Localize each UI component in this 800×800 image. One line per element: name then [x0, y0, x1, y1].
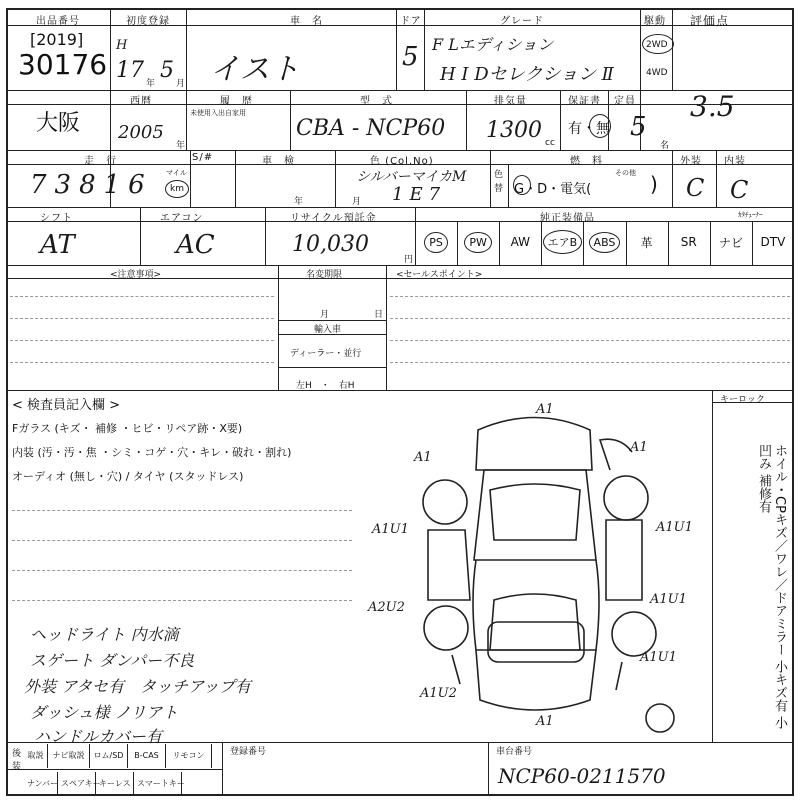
shift-label: シフト: [40, 213, 73, 224]
inspect-month-unit: 月: [352, 197, 362, 207]
reg-year-unit: 年: [146, 79, 156, 89]
grade-line1: F Lエディション: [432, 35, 554, 54]
history-label: 履 歴: [220, 96, 253, 107]
score-value: 3.5: [690, 90, 735, 123]
note-3: 外装 アタセ有 タッチアップ有: [24, 677, 251, 696]
recycle-fee: 10,030: [292, 232, 369, 257]
recycle-label: リサイクル預託金: [290, 213, 377, 224]
name-change-day: 日: [374, 310, 384, 320]
damage-mark: A1: [536, 402, 554, 417]
naiso-label: 内装: [724, 156, 746, 167]
option-cell: スマートキー: [134, 772, 182, 796]
note-4: ダッシュ様 ノリアト: [30, 703, 179, 722]
inspector-label: < 検査員記入欄 >: [12, 398, 121, 413]
option-cell: ナンバー: [24, 772, 58, 796]
shift-value: AT: [40, 230, 75, 260]
haiki-label: 排気量: [494, 96, 527, 107]
grade-label: グレード: [500, 16, 544, 27]
interior-grade: C: [730, 176, 749, 204]
mileage: 73816: [30, 170, 153, 200]
color-side-label: 色替: [494, 170, 504, 194]
fuel-close: ): [650, 172, 658, 196]
option-cell: ロム/SD: [90, 744, 128, 768]
damage-mark: A1U1: [372, 522, 409, 537]
equipment-label: エアB: [543, 230, 583, 254]
sales-label: <セールスポイント>: [396, 270, 483, 280]
model-code: CBA - NCP60: [296, 116, 446, 141]
fuel-label: 燃 料: [570, 156, 603, 167]
option-cell: スペアキー: [58, 772, 96, 796]
note-1: ヘッドライト 内水滴: [30, 625, 179, 644]
fuel-value: G・D・電気(: [514, 182, 592, 197]
option-cell: ナビ取説: [48, 744, 90, 768]
seireki-label: 西暦: [130, 96, 152, 107]
options-row-1: [24, 744, 212, 768]
drive-2wd: 2WD: [646, 40, 668, 50]
car-name: イスト: [210, 52, 300, 87]
displacement: 1300: [486, 118, 542, 143]
inspector-line-3: オーディオ (無し・穴) / タイヤ (スタッドレス): [12, 470, 244, 483]
color-name: シルバーマイカM: [356, 169, 467, 185]
color-label: 色 (Col.No): [370, 156, 434, 167]
equipment-label: 純正装備品: [540, 213, 595, 224]
car-name-label: 車 名: [290, 16, 323, 27]
doors-value: 5: [402, 42, 419, 72]
mileage-unit-km: km: [170, 184, 184, 194]
doors-label: ドア: [400, 16, 422, 27]
reg-year: 17: [116, 58, 144, 83]
name-change-label: 名変期限: [306, 270, 343, 280]
warranty: 有・無: [568, 121, 610, 137]
option-cell: B-CAS: [128, 744, 166, 768]
shaken-label: 車 検: [262, 156, 295, 167]
inspect-year-unit: 年: [294, 197, 304, 207]
aircon-value: AC: [176, 230, 215, 260]
register-no-label: 登録番号: [230, 747, 267, 757]
import-label: 輸入車: [314, 325, 342, 335]
after-fit-label: 後装: [12, 749, 22, 772]
soko-label: 走 行: [84, 156, 117, 167]
mileage-unit-mile: マイル: [166, 169, 187, 177]
equipment-label: PW: [464, 232, 492, 253]
equipment-label: PS: [424, 232, 448, 253]
damage-mark: A1U1: [656, 520, 693, 535]
note-2: スゲート ダンパー不良: [30, 651, 195, 670]
name-change-month: 月: [320, 310, 330, 320]
displacement-unit: cc: [545, 138, 555, 148]
notes-label: <注意事項>: [110, 270, 162, 280]
car-number: NCP60-0211570: [498, 764, 666, 788]
katashiki-label: 型 式: [360, 96, 393, 107]
reg-month-unit: 月: [176, 79, 186, 89]
note-5: ハンドルカバー有: [34, 727, 163, 746]
lot-label: 出品番号: [36, 16, 80, 27]
inspector-line-1: Fガラス (キズ・ 補修 ・ヒビ・リペア跡・X要): [12, 422, 243, 435]
drive-4wd: 4WD: [646, 68, 668, 78]
equipment-label: AW: [510, 235, 530, 249]
teiin-label: 定員: [614, 96, 636, 107]
reg-month: 5: [160, 58, 174, 83]
equipment-label: 革: [640, 235, 653, 250]
damage-mark: A1: [630, 440, 648, 455]
recycle-unit: 円: [404, 255, 414, 265]
region: 大阪: [36, 111, 81, 136]
option-cell: リモコン: [166, 744, 212, 768]
damage-mark: A2U2: [368, 600, 405, 615]
capacity-unit: 名: [660, 141, 670, 151]
keylock-label: キーロック: [720, 395, 765, 405]
option-cell: 取説: [24, 744, 48, 768]
equipment-extra: ｶﾀﾁｭｰﾅｰ: [738, 211, 763, 219]
first-reg-label: 初度登録: [126, 16, 170, 27]
equipment-label: ABS: [589, 232, 621, 253]
damage-mark: A1U1: [650, 592, 687, 607]
options-row-2: [24, 772, 185, 796]
damage-mark: A1U1: [640, 650, 677, 665]
car-number-label: 車台番号: [496, 747, 533, 757]
aircon-label: エアコン: [160, 213, 204, 224]
damage-mark: A1: [414, 450, 432, 465]
color-code: 1E7: [392, 184, 447, 205]
option-cell: キーレス: [96, 772, 134, 796]
equipment-label: SR: [680, 235, 697, 249]
side-column: ホイル・CPキズ／ワレ／ドアミラー 小キズ有 小凹み 補修有: [756, 444, 787, 730]
exterior-grade: C: [686, 174, 705, 202]
capacity: 5: [630, 112, 647, 142]
equipment-label: ナビ: [718, 235, 743, 250]
handle-label: 左H ・ 右H: [296, 381, 355, 391]
grade-line2: H I Dセレクション Ⅱ: [440, 64, 614, 85]
year-unit: 年: [176, 141, 186, 151]
gaiso-label: 外装: [680, 156, 702, 167]
fuel-other: その他: [615, 169, 636, 177]
reg-era: H: [116, 38, 128, 53]
drive-label: 駆動: [644, 16, 666, 27]
inspector-line-2: 内装 (汚・汚・焦 ・シミ・コゲ・穴・キレ・破れ・割れ): [12, 446, 292, 459]
dealer-label: ディーラー・並行: [290, 349, 362, 359]
equipment-label: DTV: [760, 235, 786, 249]
lot-number: 30176: [18, 48, 108, 81]
history-sub: 未使用入出自家用: [190, 109, 246, 117]
hosho-label: 保証書: [568, 96, 601, 107]
sno-label: S/#: [192, 152, 214, 163]
year-ad: 2005: [118, 122, 164, 143]
year-code: [2019]: [30, 30, 84, 49]
damage-mark: A1U2: [420, 686, 457, 701]
score-label: 評価点: [690, 14, 730, 28]
damage-mark: A1: [536, 714, 554, 729]
